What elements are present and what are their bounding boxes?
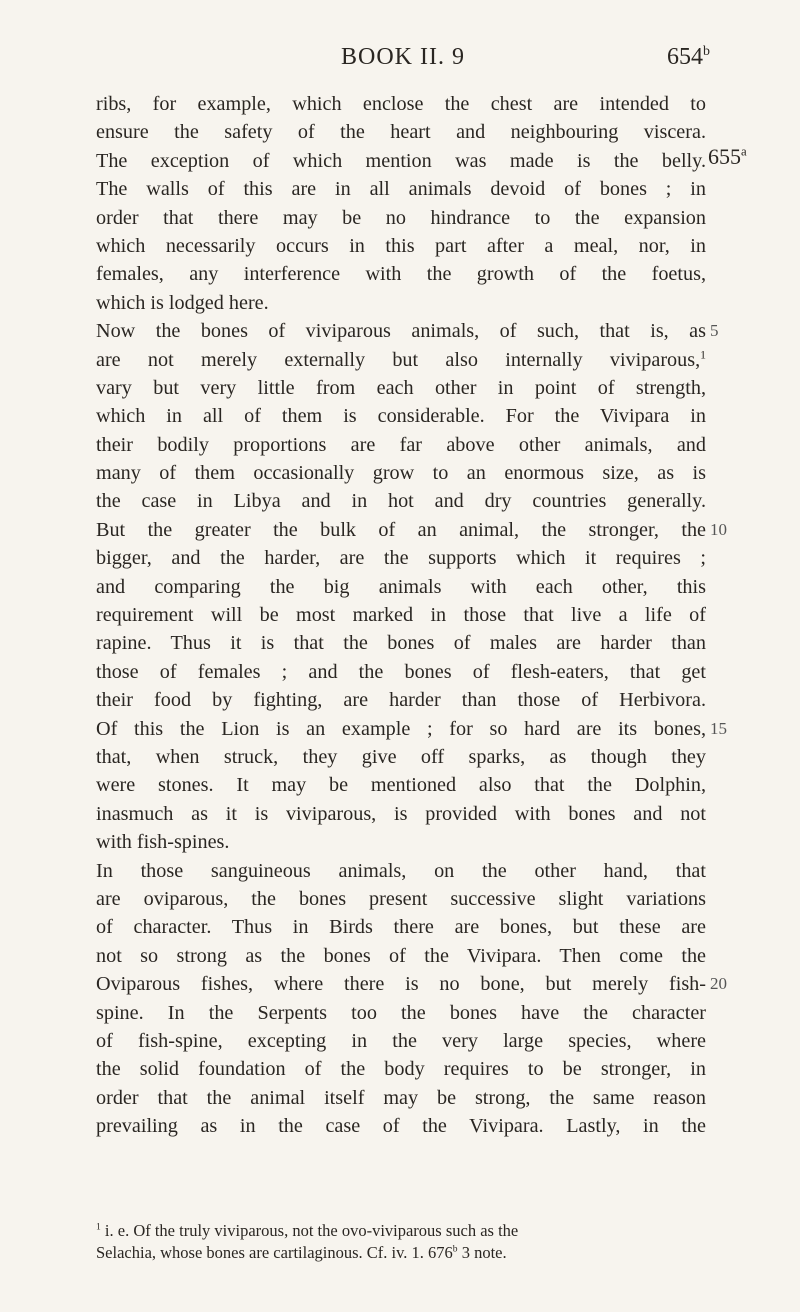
line-text: Now the bones of viviparous animals, of such, that is, as [96,320,706,343]
line-text: of fish-spine, excepting in the very large species, where [96,1029,706,1052]
text-line [96,1084,736,1112]
line-text: which in all of them is considerable. For the Vivipara in [96,405,706,428]
line-text: of character. Thus in Birds there are bones, but these are [96,916,706,939]
line-text: not so strong as the bones of the Vivipara. Then come the [96,944,706,967]
line-text: bigger, and the harder, are the supports which it requires ; [96,547,706,570]
footnote-text: 3 note. [457,1243,507,1262]
line-text: and comparing the big animals with each other, this [96,575,706,598]
text-line [96,317,736,345]
line-text: rapine. Thus it is that the bones of males are harder than [96,632,706,655]
line-number: 20 [710,974,727,994]
text-line [96,857,736,885]
line-text: In those sanguineous animals, on the other hand, that [96,859,706,882]
text-line [96,686,736,714]
text-line [96,629,736,657]
text-line [96,90,736,118]
line-text: requirement will be most marked in those that live a life of [96,604,706,627]
text-line [96,743,736,771]
text-line [96,487,736,515]
text-line [96,658,736,686]
body-text [96,90,747,1140]
text-line [96,516,736,544]
page-folio [667,44,710,71]
line-text: which is lodged here. [96,291,269,314]
text-line [96,118,736,146]
line-text: their bodily proportions are far above other animals, and [96,433,706,456]
footnote-text: i. e. Of the truly viviparous, not the ovo-viviparous such as the [104,1221,519,1240]
text-line [96,828,736,856]
text-line [96,771,736,799]
line-number: 10 [710,519,727,539]
line-text: with fish-spines. [96,831,230,854]
line-text: inasmuch as it is viviparous, is provided with bones and not [96,802,706,825]
text-line [96,374,736,402]
text-line [96,1112,736,1140]
line-text: females, any interference with the growth of the foetus, [96,263,706,286]
line-text: their food by fighting, are harder than those of Herbivora. [96,689,706,712]
footnote [96,1220,736,1264]
footnote-text: Selachia, whose bones are cartilaginous. Cf. iv. 1. 676 [96,1243,453,1262]
line-text: that, when struck, they give off sparks, as though they [96,745,706,768]
text-line [96,260,736,288]
footnote-line [96,1220,736,1242]
text-line [96,885,736,913]
line-text: The exception of which mention was made is the belly. [96,149,706,172]
text-line [96,999,736,1027]
line-text: order that the animal itself may be strong, the same reason [96,1086,706,1109]
text-line [96,459,736,487]
text-line [96,913,736,941]
line-text: order that there may be no hindrance to the expansion [96,206,706,229]
text-line [96,402,736,430]
text-line [96,544,736,572]
line-text: vary but very little from each other in point of strength, [96,376,706,399]
running-head: BOOK II. 9 [341,44,465,70]
text-line [96,601,736,629]
text-line [96,970,736,998]
line-text: Of this the Lion is an example ; for so hard are its bones, [96,717,706,740]
page-header [96,44,710,84]
line-text: spine. In the Serpents too the bones have the character [96,1001,706,1024]
bekker-superscript: a [741,144,747,159]
text-line [96,800,736,828]
line-number: 5 [710,321,719,341]
footnote-superscript: b [452,1243,458,1255]
text-line [96,1055,736,1083]
text-line [96,289,736,317]
footnote-line [96,1242,736,1264]
footnote-ref: 1 [700,347,706,361]
line-text: which necessarily occurs in this part after a meal, nor, in [96,234,706,257]
text-line [96,143,747,175]
text-line [96,232,736,260]
text-line [96,204,736,232]
bekker-reference [708,143,747,171]
line-text: those of females ; and the bones of flesh-eaters, that get [96,660,706,683]
line-text: were stones. It may be mentioned also that the Dolphin, [96,774,706,797]
line-text: The walls of this are in all animals devoid of bones ; in [96,178,706,201]
folio-superscript: b [703,44,710,59]
line-text: many of them occasionally grow to an enormous size, as is [96,462,706,485]
footnote-marker: 1 [96,1221,101,1233]
text-line [96,715,736,743]
line-text: are not merely externally but also internally viviparous, [96,348,701,371]
text-line [96,175,736,203]
line-text: prevailing as in the case of the Vivipara. Lastly, in the [96,1115,706,1138]
line-text: ensure the safety of the heart and neighbouring viscera. [96,121,706,144]
line-text: are oviparous, the bones present successive slight variations [96,887,706,910]
line-text: Oviparous fishes, where there is no bone, but merely fish- [96,973,706,996]
text-line [96,573,736,601]
folio-number: 654 [667,44,704,70]
line-text: the case in Libya and in hot and dry countries generally. [96,490,706,513]
text-line [96,346,736,374]
line-text: ribs, for example, which enclose the chest are intended to [96,93,706,115]
line-text: the solid foundation of the body requires to be stronger, in [96,1058,706,1081]
line-number: 15 [710,718,727,738]
text-line [96,431,736,459]
text-line [96,1027,736,1055]
text-line [96,942,736,970]
bekker-number: 655 [708,143,741,169]
line-text: But the greater the bulk of an animal, the stronger, the [96,518,706,541]
